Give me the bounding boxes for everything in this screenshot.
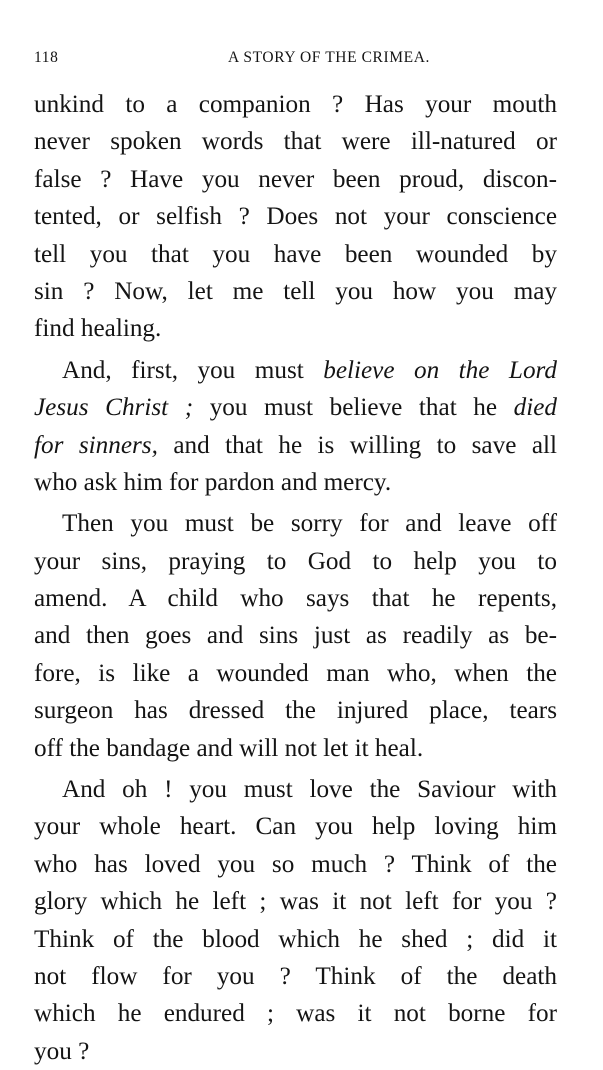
text-line: who ask him for pardon and mercy. — [34, 468, 392, 496]
text-line: and then goes and sins just as readily as be- — [34, 622, 557, 650]
text-run: you must believe that he — [193, 394, 514, 422]
italic-run: for sinners, — [34, 431, 158, 459]
italic-run: died — [513, 394, 558, 422]
text-line: Then you must be sorry for and leave off — [62, 510, 557, 538]
italic-run: believe on the Lord — [323, 356, 557, 384]
text-line: amend. A child who says that he repents, — [34, 585, 557, 613]
text-line: your sins, praying to God to help you to — [34, 547, 557, 575]
text-line: false ? Have you never been proud, discon- — [34, 165, 557, 193]
text-line: never spoken words that were ill-natured or — [34, 128, 557, 156]
page-number: 118 — [34, 49, 59, 66]
text-line: surgeon has dressed the injured place, tears — [34, 697, 557, 725]
book-title: A STORY OF THE CRIMEA. — [228, 49, 430, 66]
text-run: and that he is willing to save all — [157, 431, 557, 459]
text-line: glory which he left ; was it not left for you ? — [34, 888, 557, 916]
text-line: find healing. — [34, 315, 162, 343]
text-line: Think of the blood which he shed ; did it — [34, 925, 557, 953]
text-line: sin ? Now, let me tell you how you may — [34, 277, 557, 305]
text-line: tell you that you have been wounded by — [34, 240, 557, 268]
text-line: your whole heart. Can you help loving him — [34, 813, 557, 841]
text-line: fore, is like a wounded man who, when the — [34, 659, 557, 687]
body-text — [34, 86, 557, 1070]
text-line — [34, 352, 557, 389]
text-run: And, first, you must — [62, 356, 324, 384]
text-line — [34, 389, 557, 426]
italic-run: Jesus Christ ; — [34, 394, 194, 422]
text-line: not flow for you ? Think of the death — [34, 962, 557, 990]
text-line — [34, 427, 557, 464]
text-line: And oh ! you must love the Saviour with — [62, 776, 557, 804]
running-head — [34, 47, 580, 69]
text-line: off the bandage and will not let it heal. — [34, 734, 424, 762]
text-line: unkind to a companion ? Has your mouth — [34, 91, 557, 118]
text-line: you ? — [34, 1037, 90, 1065]
text-line: tented, or selfish ? Does not your conscience — [34, 203, 557, 231]
text-line: who has loved you so much ? Think of the — [34, 850, 557, 878]
text-line: which he endured ; was it not borne for — [34, 1000, 557, 1028]
